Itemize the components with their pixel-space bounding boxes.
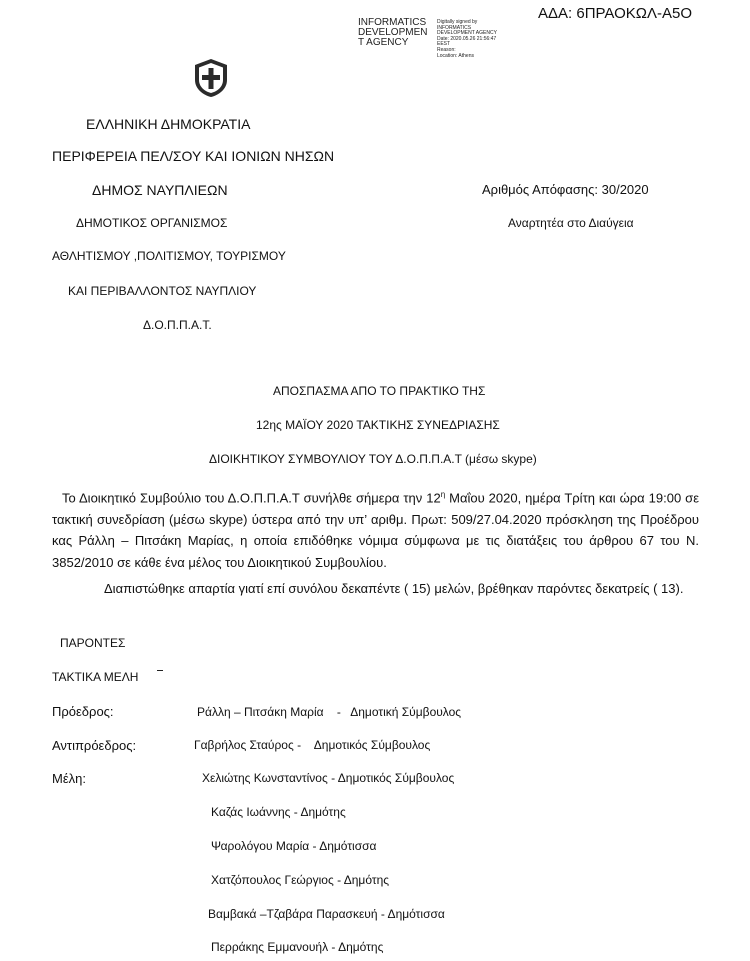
president-label: Πρόεδρος: bbox=[52, 704, 114, 719]
member-item: Χατζόπουλος Γεώργιος - Δημότης bbox=[211, 873, 390, 887]
regular-members-heading: ΤΑΚΤΙΚΑ ΜΕΛΗ bbox=[52, 670, 139, 684]
member-item: Περράκης Εμμανουήλ - Δημότης bbox=[211, 940, 384, 954]
organization-line-2: ΑΘΛΗΤΙΣΜΟΥ ,ΠΟΛΙΤΙΣΜΟΥ, ΤΟΥΡΙΣΜΟΥ bbox=[52, 249, 286, 263]
meeting-text-rest: Μαΐου 2020, ημέρα Τρίτη και ώρα 19:00 σε τακτική συνεδρίαση (μέσω skype) ύστερα από την υπ’ αριθμ. Πρωτ: 509/27.04.2020 πρόσκληση της Προέδρου κας Ράλλη – Πιτσάκη Μαρίας, η οποία επιδόθηκε νόμιμα σύμφωνα με τις διατάξεις του άρθρου 67 του Ν. 3852/2010 σε κάθε ένα μέλος του Διοικητικού Συμβουλίου. bbox=[52, 490, 700, 570]
signature-org-line: T AGENCY bbox=[358, 37, 409, 48]
signature-org bbox=[358, 18, 433, 48]
quorum-paragraph: Διαπιστώθηκε απαρτία γιατί επί συνόλου δεκαπέντε ( 15) μελών, βρέθηκαν παρόντες δεκατρείς ( 13). bbox=[104, 581, 684, 596]
member-item: Χελιώτης Κωνσταντίνος - Δημοτικός Σύμβουλος bbox=[202, 771, 455, 785]
signature-org-line: DEVELOPMEN bbox=[358, 27, 428, 38]
member-item: Ψαρολόγου Μαρία - Δημότισσα bbox=[211, 839, 377, 853]
extract-title: ΑΠΟΣΠΑΣΜΑ ΑΠΟ ΤΟ ΠΡΑΚΤΙΚΟ ΤΗΣ bbox=[273, 384, 486, 398]
organization-line-3: ΚΑΙ ΠΕΡΙΒΑΛΛΟΝΤΟΣ ΝΑΥΠΛΙΟΥ bbox=[68, 284, 257, 298]
greek-emblem-icon bbox=[191, 58, 231, 98]
organization-line-1: ΔΗΜΟΤΙΚΟΣ ΟΡΓΑΝΙΣΜΟΣ bbox=[76, 216, 228, 230]
signature-detail-line: Date: 2020.05.26 21:56:47 bbox=[437, 35, 497, 42]
members-label: Μέλη: bbox=[52, 771, 86, 786]
signature-detail-line: INFORMATICS bbox=[437, 24, 472, 31]
member-item: Βαμβακά –Τζαβάρα Παρασκευή - Δημότισσα bbox=[208, 907, 445, 921]
posting-note: Αναρτητέα στο Διαύγεια bbox=[508, 216, 634, 230]
divider bbox=[157, 670, 163, 671]
president-value: Ράλλη – Πιτσάκη Μαρία - Δημοτική Σύμβουλος bbox=[197, 705, 462, 719]
vice-president-value: Γαβρήλος Σταύρος - Δημοτικός Σύμβουλος bbox=[194, 738, 431, 752]
signature-details bbox=[437, 20, 497, 59]
signature-org-line: INFORMATICS bbox=[358, 17, 427, 28]
vice-president-label: Αντιπρόεδρος: bbox=[52, 738, 137, 753]
session-title: 12ης ΜΑΪΟΥ 2020 ΤΑΚΤΙΚΗΣ ΣΥΝΕΔΡΙΑΣΗΣ bbox=[256, 418, 500, 432]
signature-detail-line: Reason: bbox=[437, 46, 456, 53]
region-title: ΠΕΡΙΦΕΡΕΙΑ ΠΕΛ/ΣΟΥ ΚΑΙ ΙΟΝΙΩΝ ΝΗΣΩΝ bbox=[52, 148, 335, 164]
board-title: ΔΙΟΙΚΗΤΙΚΟΥ ΣΥΜΒΟΥΛΙΟΥ ΤΟΥ Δ.Ο.Π.Π.Α.Τ (μέσω skype) bbox=[209, 452, 537, 466]
republic-title: ΕΛΛΗΝΙΚΗ ΔΗΜΟΚΡΑΤΙΑ bbox=[86, 116, 251, 132]
municipality-title: ΔΗΜΟΣ ΝΑΥΠΛΙΕΩΝ bbox=[92, 182, 228, 198]
member-item: Καζάς Ιωάννης - Δημότης bbox=[211, 805, 346, 819]
signature-detail-line: Digitally signed by bbox=[437, 19, 478, 25]
decision-number: Αριθμός Απόφασης: 30/2020 bbox=[482, 182, 649, 197]
meeting-paragraph bbox=[52, 484, 699, 573]
ordinal-suffix: η bbox=[440, 490, 446, 499]
signature-detail-line: DEVELOPMENT AGENCY bbox=[437, 30, 497, 37]
ada-code: ΑΔΑ: 6ΠΡΑΟΚΩΛ-Α5Ο bbox=[538, 5, 693, 22]
present-heading: ΠΑΡΟΝΤΕΣ bbox=[60, 636, 126, 650]
signature-detail-line: EEST bbox=[437, 41, 451, 48]
organization-abbreviation: Δ.Ο.Π.Π.Α.Τ. bbox=[143, 318, 212, 332]
meeting-text-start: Το Διοικητικό Συμβούλιο του Δ.Ο.Π.Π.Α.Τ συνήλθε σήμερα την 12 bbox=[62, 490, 441, 506]
signature-detail-line: Location: Athens bbox=[437, 52, 474, 59]
